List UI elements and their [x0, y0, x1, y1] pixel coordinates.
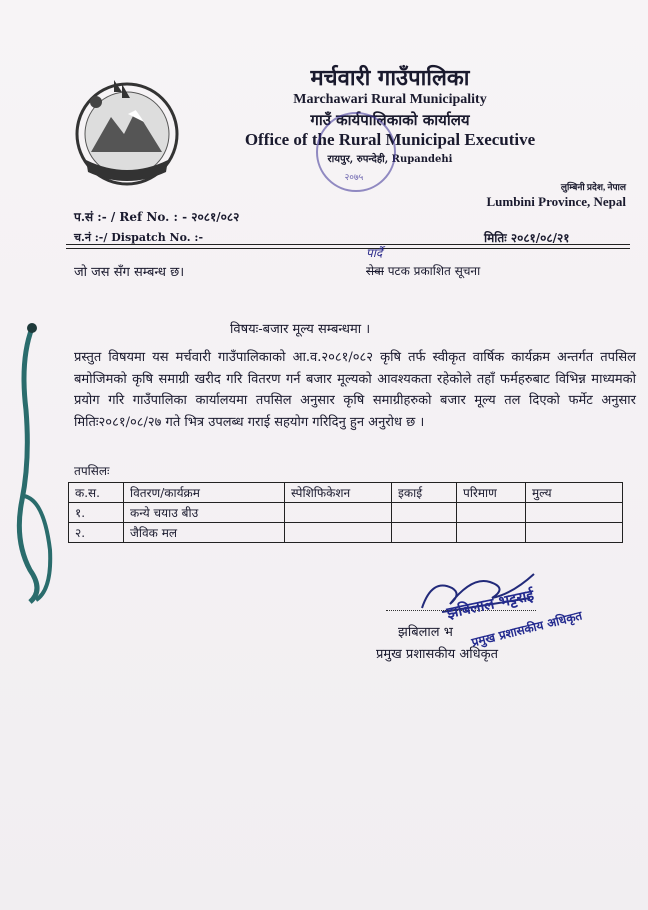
col-sn: क.स.	[69, 483, 124, 503]
col-specification: स्पेशिफिकेशन	[285, 483, 392, 503]
cell-program: कन्ये चयाउ बीउ	[124, 503, 285, 523]
table-row	[69, 523, 623, 543]
cell-specification	[285, 523, 392, 543]
notice-text: पटक प्रकाशित सूचना	[387, 264, 481, 278]
notice-title	[366, 262, 480, 279]
items-table	[68, 482, 623, 543]
cell-price	[526, 523, 623, 543]
recipient-line: जो जस सँग सम्बन्ध छ।	[74, 265, 185, 280]
stamp-year: २०७५	[344, 173, 364, 183]
org-name-nepali: मर्चवारी गाउँपालिका	[310, 65, 470, 91]
col-program: वितरण/कार्यक्रम	[124, 483, 285, 503]
office-name-nepali: गाउँ कार्यपालिकाको कार्यालय	[310, 111, 470, 129]
header-divider	[66, 244, 630, 245]
handwritten-note: पार्दै	[366, 246, 383, 260]
letter-date: मितिः २०८१/०८/२१	[484, 231, 570, 245]
signatory-name: झबिलाल भ	[398, 625, 453, 640]
office-address: रायपुर, रुपन्देही, Rupandehi	[327, 154, 453, 165]
cell-program: जैविक मल	[124, 523, 285, 543]
dispatch-number: च.नं :-/ Dispatch No. :-	[74, 231, 204, 244]
col-unit: इकाई	[392, 483, 457, 503]
nepal-emblem-icon	[66, 72, 188, 192]
province-english: Lumbini Province, Nepal	[486, 194, 626, 209]
cell-sn: १.	[69, 503, 124, 523]
col-price: मुल्य	[526, 483, 623, 503]
province-nepali: लुम्बिनी प्रदेश, नेपाल	[560, 182, 626, 192]
struck-word: सेवा	[366, 264, 384, 278]
signatory-stamp-name: झबिलाल भट्टराई	[445, 585, 536, 623]
cell-unit	[392, 503, 457, 523]
col-quantity: परिमाण	[457, 483, 526, 503]
cell-sn: २.	[69, 523, 124, 543]
cell-price	[526, 503, 623, 523]
header-divider-secondary	[66, 248, 630, 249]
reference-number: प.सं :- / Ref No. : - २०८१/०८२	[74, 210, 240, 224]
office-name-english: Office of the Rural Municipal Executive	[244, 130, 536, 149]
cell-specification	[285, 503, 392, 523]
table-row	[69, 503, 623, 523]
table-header-row	[69, 483, 623, 503]
signatory-stamp-title: प्रमुख प्रशासकीय अधिकृत	[470, 608, 584, 650]
body-paragraph: प्रस्तुत विषयमा यस मर्चवारी गाउँपालिकाको आ.व.२०८१/०८२ कृषि तर्फ स्वीकृत वार्षिक कार्यक्रम अन्तर्गत तपसिल बमोजिमको कृषि समाग्री खरीद गरि वितरण गर्न बजार मूल्यको आवश्यकता रहेकोले तहाँ फर्महरुबाट विभिन्न माध्यमको प्रयोग गरि गाउँपालिका कार्यालयमा तपसिल अनुसार कृषि समाग्रीहरुको बजार मूल्य तल दिएको फर्मेट अनुसार मितिः२०८१/०८/२७ गते भित्र उपलब्ध गराई सहयोग गरिदिनु हुन अनुरोध छ ।	[74, 350, 636, 430]
cell-unit	[392, 523, 457, 543]
subject-line: विषयः-बजार मूल्य सम्बन्धमा ।	[230, 322, 371, 337]
org-name-english: Marchawari Rural Municipality	[293, 92, 487, 107]
schedule-label: तपसिलः	[74, 464, 110, 478]
binding-string	[0, 320, 60, 610]
cell-quantity	[457, 503, 526, 523]
cell-quantity	[457, 523, 526, 543]
signatory-title: प्रमुख प्रशासकीय अधिकृत	[376, 647, 499, 662]
